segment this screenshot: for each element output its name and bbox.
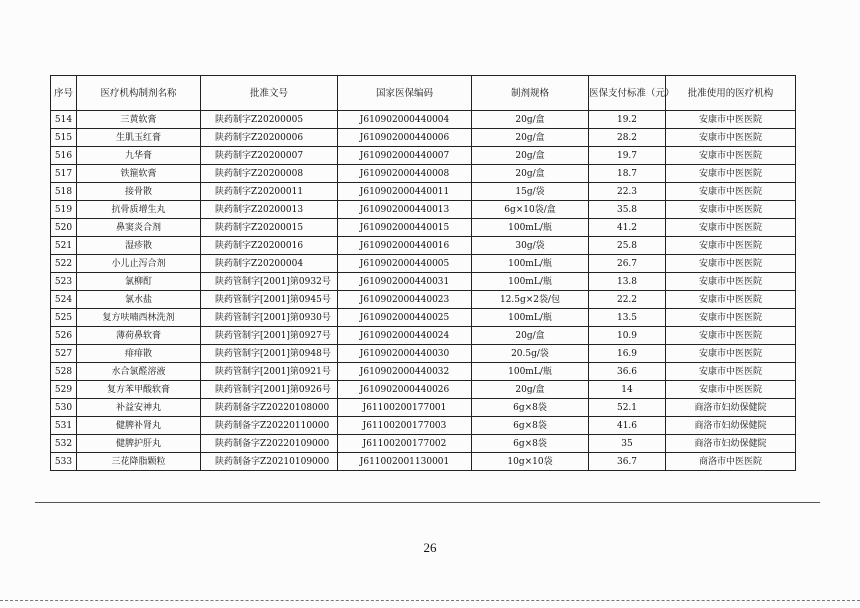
cell-name: 健脾补肾丸 <box>77 417 201 435</box>
cell-price: 35 <box>589 435 666 453</box>
cell-code: J610902000440024 <box>338 327 472 345</box>
cell-seq: 529 <box>51 381 77 399</box>
table-row <box>51 273 796 291</box>
table-row <box>51 327 796 345</box>
cell-spec: 6g×8袋 <box>472 417 589 435</box>
cell-price: 13.5 <box>589 309 666 327</box>
cell-approval: 陕药制备字Z20220109000 <box>201 435 338 453</box>
cell-institution: 商洛市妇幼保健院 <box>666 435 796 453</box>
cell-code: J61100200177001 <box>338 399 472 417</box>
cell-price: 18.7 <box>589 165 666 183</box>
cell-spec: 20g/盒 <box>472 165 589 183</box>
cell-institution: 安康市中医医院 <box>666 129 796 147</box>
cell-code: J610902000440025 <box>338 309 472 327</box>
column-header-code: 国家医保编码 <box>338 76 472 111</box>
cell-institution: 安康市中医医院 <box>666 381 796 399</box>
cell-name: 抗骨质增生丸 <box>77 201 201 219</box>
column-header-name: 医疗机构制剂名称 <box>77 76 201 111</box>
cell-seq: 528 <box>51 363 77 381</box>
cell-price: 41.6 <box>589 417 666 435</box>
cell-seq: 525 <box>51 309 77 327</box>
cell-institution: 安康市中医医院 <box>666 327 796 345</box>
cell-code: J610902000440015 <box>338 219 472 237</box>
cell-name: 痱痱散 <box>77 345 201 363</box>
table-row <box>51 453 796 471</box>
cell-code: J610902000440007 <box>338 147 472 165</box>
column-header-price: 医保支付标准（元） <box>589 76 666 111</box>
cell-seq: 530 <box>51 399 77 417</box>
cell-seq: 516 <box>51 147 77 165</box>
cell-code: J610902000440013 <box>338 201 472 219</box>
cell-spec: 20g/盒 <box>472 327 589 345</box>
cell-code: J610902000440005 <box>338 255 472 273</box>
cell-spec: 100mL/瓶 <box>472 309 589 327</box>
cell-approval: 陕药制备字Z20210109000 <box>201 453 338 471</box>
cell-institution: 安康市中医医院 <box>666 219 796 237</box>
table-row <box>51 363 796 381</box>
cell-approval: 陕药制备字Z20220108000 <box>201 399 338 417</box>
cell-seq: 527 <box>51 345 77 363</box>
cell-name: 复方苯甲酸软膏 <box>77 381 201 399</box>
cell-name: 九华膏 <box>77 147 201 165</box>
table-row <box>51 381 796 399</box>
cell-approval: 陕药制字Z20200013 <box>201 201 338 219</box>
cell-spec: 6g×8袋 <box>472 435 589 453</box>
column-header-institution: 批准使用的医疗机构 <box>666 76 796 111</box>
cell-spec: 10g×10袋 <box>472 453 589 471</box>
table-row <box>51 111 796 129</box>
table-row <box>51 417 796 435</box>
cell-spec: 100mL/瓶 <box>472 273 589 291</box>
table-row <box>51 237 796 255</box>
cell-code: J61100200177002 <box>338 435 472 453</box>
cell-institution: 安康市中医医院 <box>666 201 796 219</box>
table-row <box>51 147 796 165</box>
cell-price: 19.7 <box>589 147 666 165</box>
cell-price: 41.2 <box>589 219 666 237</box>
table-row <box>51 165 796 183</box>
cell-price: 16.9 <box>589 345 666 363</box>
cell-spec: 100mL/瓶 <box>472 255 589 273</box>
cell-price: 35.8 <box>589 201 666 219</box>
table-row <box>51 345 796 363</box>
cell-approval: 陕药管制字[2001]第0930号 <box>201 309 338 327</box>
cell-price: 36.7 <box>589 453 666 471</box>
cell-approval: 陕药制字Z20200005 <box>201 111 338 129</box>
cell-name: 三黄软膏 <box>77 111 201 129</box>
cell-institution: 安康市中医医院 <box>666 309 796 327</box>
page-number: 26 <box>423 540 437 555</box>
cell-approval: 陕药管制字[2001]第0927号 <box>201 327 338 345</box>
cell-spec: 20.5g/袋 <box>472 345 589 363</box>
cell-spec: 6g×10袋/盒 <box>472 201 589 219</box>
cell-institution: 安康市中医医院 <box>666 255 796 273</box>
cell-seq: 517 <box>51 165 77 183</box>
table-row <box>51 399 796 417</box>
bottom-edge-line <box>0 600 860 601</box>
cell-name: 薄荷鼻软膏 <box>77 327 201 345</box>
cell-seq: 524 <box>51 291 77 309</box>
table-row <box>51 129 796 147</box>
cell-seq: 523 <box>51 273 77 291</box>
cell-seq: 532 <box>51 435 77 453</box>
cell-seq: 515 <box>51 129 77 147</box>
cell-name: 健脾护肝丸 <box>77 435 201 453</box>
cell-price: 28.2 <box>589 129 666 147</box>
cell-institution: 商洛市妇幼保健院 <box>666 399 796 417</box>
cell-code: J610902000440031 <box>338 273 472 291</box>
cell-name: 氯柳酊 <box>77 273 201 291</box>
table-row <box>51 309 796 327</box>
cell-spec: 20g/盒 <box>472 147 589 165</box>
footer-divider <box>35 502 820 503</box>
column-header-seq: 序号 <box>51 76 77 111</box>
cell-approval: 陕药管制字[2001]第0932号 <box>201 273 338 291</box>
cell-price: 19.2 <box>589 111 666 129</box>
column-header-spec: 制剂规格 <box>472 76 589 111</box>
cell-code: J610902000440011 <box>338 183 472 201</box>
cell-institution: 安康市中医医院 <box>666 183 796 201</box>
table-body <box>51 111 796 471</box>
cell-price: 13.8 <box>589 273 666 291</box>
table-row <box>51 291 796 309</box>
cell-approval: 陕药制字Z20200016 <box>201 237 338 255</box>
table-row <box>51 255 796 273</box>
cell-name: 生肌玉红膏 <box>77 129 201 147</box>
cell-code: J610902000440004 <box>338 111 472 129</box>
cell-price: 25.8 <box>589 237 666 255</box>
cell-name: 复方呋喃西林洗剂 <box>77 309 201 327</box>
cell-approval: 陕药制字Z20200008 <box>201 165 338 183</box>
cell-spec: 20g/盒 <box>472 129 589 147</box>
cell-approval: 陕药管制字[2001]第0945号 <box>201 291 338 309</box>
cell-institution: 商洛市妇幼保健院 <box>666 417 796 435</box>
cell-seq: 521 <box>51 237 77 255</box>
cell-seq: 522 <box>51 255 77 273</box>
cell-name: 鼻窦炎合剂 <box>77 219 201 237</box>
cell-name: 氯水盐 <box>77 291 201 309</box>
header-row <box>51 76 796 111</box>
cell-approval: 陕药制字Z20200004 <box>201 255 338 273</box>
cell-name: 补益安神丸 <box>77 399 201 417</box>
cell-institution: 安康市中医医院 <box>666 165 796 183</box>
cell-approval: 陕药制字Z20200007 <box>201 147 338 165</box>
cell-name: 三花降脂颗粒 <box>77 453 201 471</box>
cell-price: 36.6 <box>589 363 666 381</box>
cell-seq: 526 <box>51 327 77 345</box>
table-row <box>51 201 796 219</box>
cell-approval: 陕药管制字[2001]第0926号 <box>201 381 338 399</box>
cell-spec: 12.5g×2袋/包 <box>472 291 589 309</box>
cell-seq: 518 <box>51 183 77 201</box>
cell-spec: 15g/袋 <box>472 183 589 201</box>
cell-code: J610902000440008 <box>338 165 472 183</box>
cell-institution: 安康市中医医院 <box>666 147 796 165</box>
cell-institution: 安康市中医医院 <box>666 111 796 129</box>
cell-seq: 533 <box>51 453 77 471</box>
cell-name: 铁箍软膏 <box>77 165 201 183</box>
cell-spec: 6g×8袋 <box>472 399 589 417</box>
cell-spec: 100mL/瓶 <box>472 363 589 381</box>
cell-seq: 514 <box>51 111 77 129</box>
cell-code: J611002001130001 <box>338 453 472 471</box>
cell-approval: 陕药制字Z20200015 <box>201 219 338 237</box>
cell-seq: 519 <box>51 201 77 219</box>
cell-name: 湿疹散 <box>77 237 201 255</box>
cell-code: J610902000440026 <box>338 381 472 399</box>
cell-price: 52.1 <box>589 399 666 417</box>
cell-approval: 陕药管制字[2001]第0948号 <box>201 345 338 363</box>
cell-institution: 商洛市中医医院 <box>666 453 796 471</box>
cell-price: 26.7 <box>589 255 666 273</box>
cell-price: 22.2 <box>589 291 666 309</box>
cell-code: J610902000440023 <box>338 291 472 309</box>
cell-seq: 531 <box>51 417 77 435</box>
table-header <box>51 76 796 111</box>
cell-institution: 安康市中医医院 <box>666 291 796 309</box>
cell-approval: 陕药制备字Z20220110000 <box>201 417 338 435</box>
cell-spec: 30g/袋 <box>472 237 589 255</box>
cell-institution: 安康市中医医院 <box>666 237 796 255</box>
cell-approval: 陕药管制字[2001]第0921号 <box>201 363 338 381</box>
cell-price: 10.9 <box>589 327 666 345</box>
cell-code: J610902000440032 <box>338 363 472 381</box>
table-row <box>51 183 796 201</box>
cell-approval: 陕药制字Z20200011 <box>201 183 338 201</box>
cell-seq: 520 <box>51 219 77 237</box>
cell-spec: 20g/盒 <box>472 111 589 129</box>
cell-name: 接骨散 <box>77 183 201 201</box>
table-row <box>51 435 796 453</box>
cell-institution: 安康市中医医院 <box>666 345 796 363</box>
cell-code: J610902000440016 <box>338 237 472 255</box>
cell-price: 22.3 <box>589 183 666 201</box>
cell-spec: 20g/盒 <box>472 381 589 399</box>
cell-code: J610902000440030 <box>338 345 472 363</box>
table-row <box>51 219 796 237</box>
column-header-approval: 批准文号 <box>201 76 338 111</box>
cell-institution: 安康市中医医院 <box>666 273 796 291</box>
cell-approval: 陕药制字Z20200006 <box>201 129 338 147</box>
preparation-table <box>50 75 796 471</box>
cell-name: 小儿止泻合剂 <box>77 255 201 273</box>
cell-code: J610902000440006 <box>338 129 472 147</box>
cell-institution: 安康市中医医院 <box>666 363 796 381</box>
cell-name: 水合氯醛溶液 <box>77 363 201 381</box>
cell-spec: 100mL/瓶 <box>472 219 589 237</box>
cell-code: J61100200177003 <box>338 417 472 435</box>
cell-price: 14 <box>589 381 666 399</box>
